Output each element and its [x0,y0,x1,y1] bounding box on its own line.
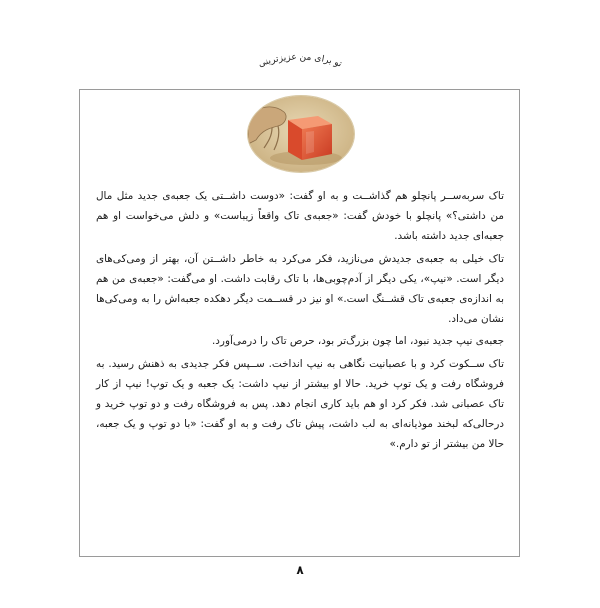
story-paragraph-4: تاک ســکوت کرد و با عصبانیت نگاهی به نیپ انداخت. ســپس فکر جدیدی به ذهنش رسید. به فروشگاه رفت و یک توپ خرید. حالا او بیشتر از نیپ داشت: یک جعبه و یک توپ! نیپ از کار تاک عصبانی شد. فکر کرد او هم باید کاری انجام دهد. پس به فروشگاه رفت و دو توپ خرید و درحالی‌که لبخند موذیانه‌ای به لب داشت، پیش تاک رفت و به او گفت: «با دو توپ و یک جعبه، حالا من بیشتر از تو دارم.» [96,357,504,451]
svg-text:تو برای من عزیزترینی [257,53,343,70]
gift-box-illustration [247,95,355,173]
story-paragraph-2: تاک خیلی به جعبه‌ی جدیدش می‌نازید، فکر می‌کرد به خاطر داشــتن آن، بهتر از ومی‌کی‌های دیگر است. «نیپ»، یکی دیگر از آدم‌چوبی‌ها، با تاک رقابت داشت. او می‌گفت: «جعبه‌ی من هم به اندازه‌ی جعبه‌ی تاک قشــنگ است.» او نیز در قســمت دیگر دهکده جعبه‌اش را به ومی‌کی‌ها نشان می‌داد. [96,252,504,326]
story-text [96,186,504,457]
series-title: تو برای من عزیزترینی [257,52,344,70]
page-number: ۸ [296,563,304,577]
story-paragraph-3: جعبه‌ی نیپ جدید نبود، اما چون بزرگ‌تر بود، حرص تاک را درمی‌آورد. [212,335,504,348]
story-paragraph-1: تاک سربه‌ســر پانچلو هم گذاشــت و به او گفت: «دوست داشــتی یک جعبه‌ی جدید مثل مال من داشتی؟» پانچلو با خودش گفت: «جعبه‌ی تاک واقعاً زیباست» و دلش می‌خواست او هم جعبه‌ای جدید داشته باشد. [96,190,504,243]
series-title-arc [230,42,370,102]
